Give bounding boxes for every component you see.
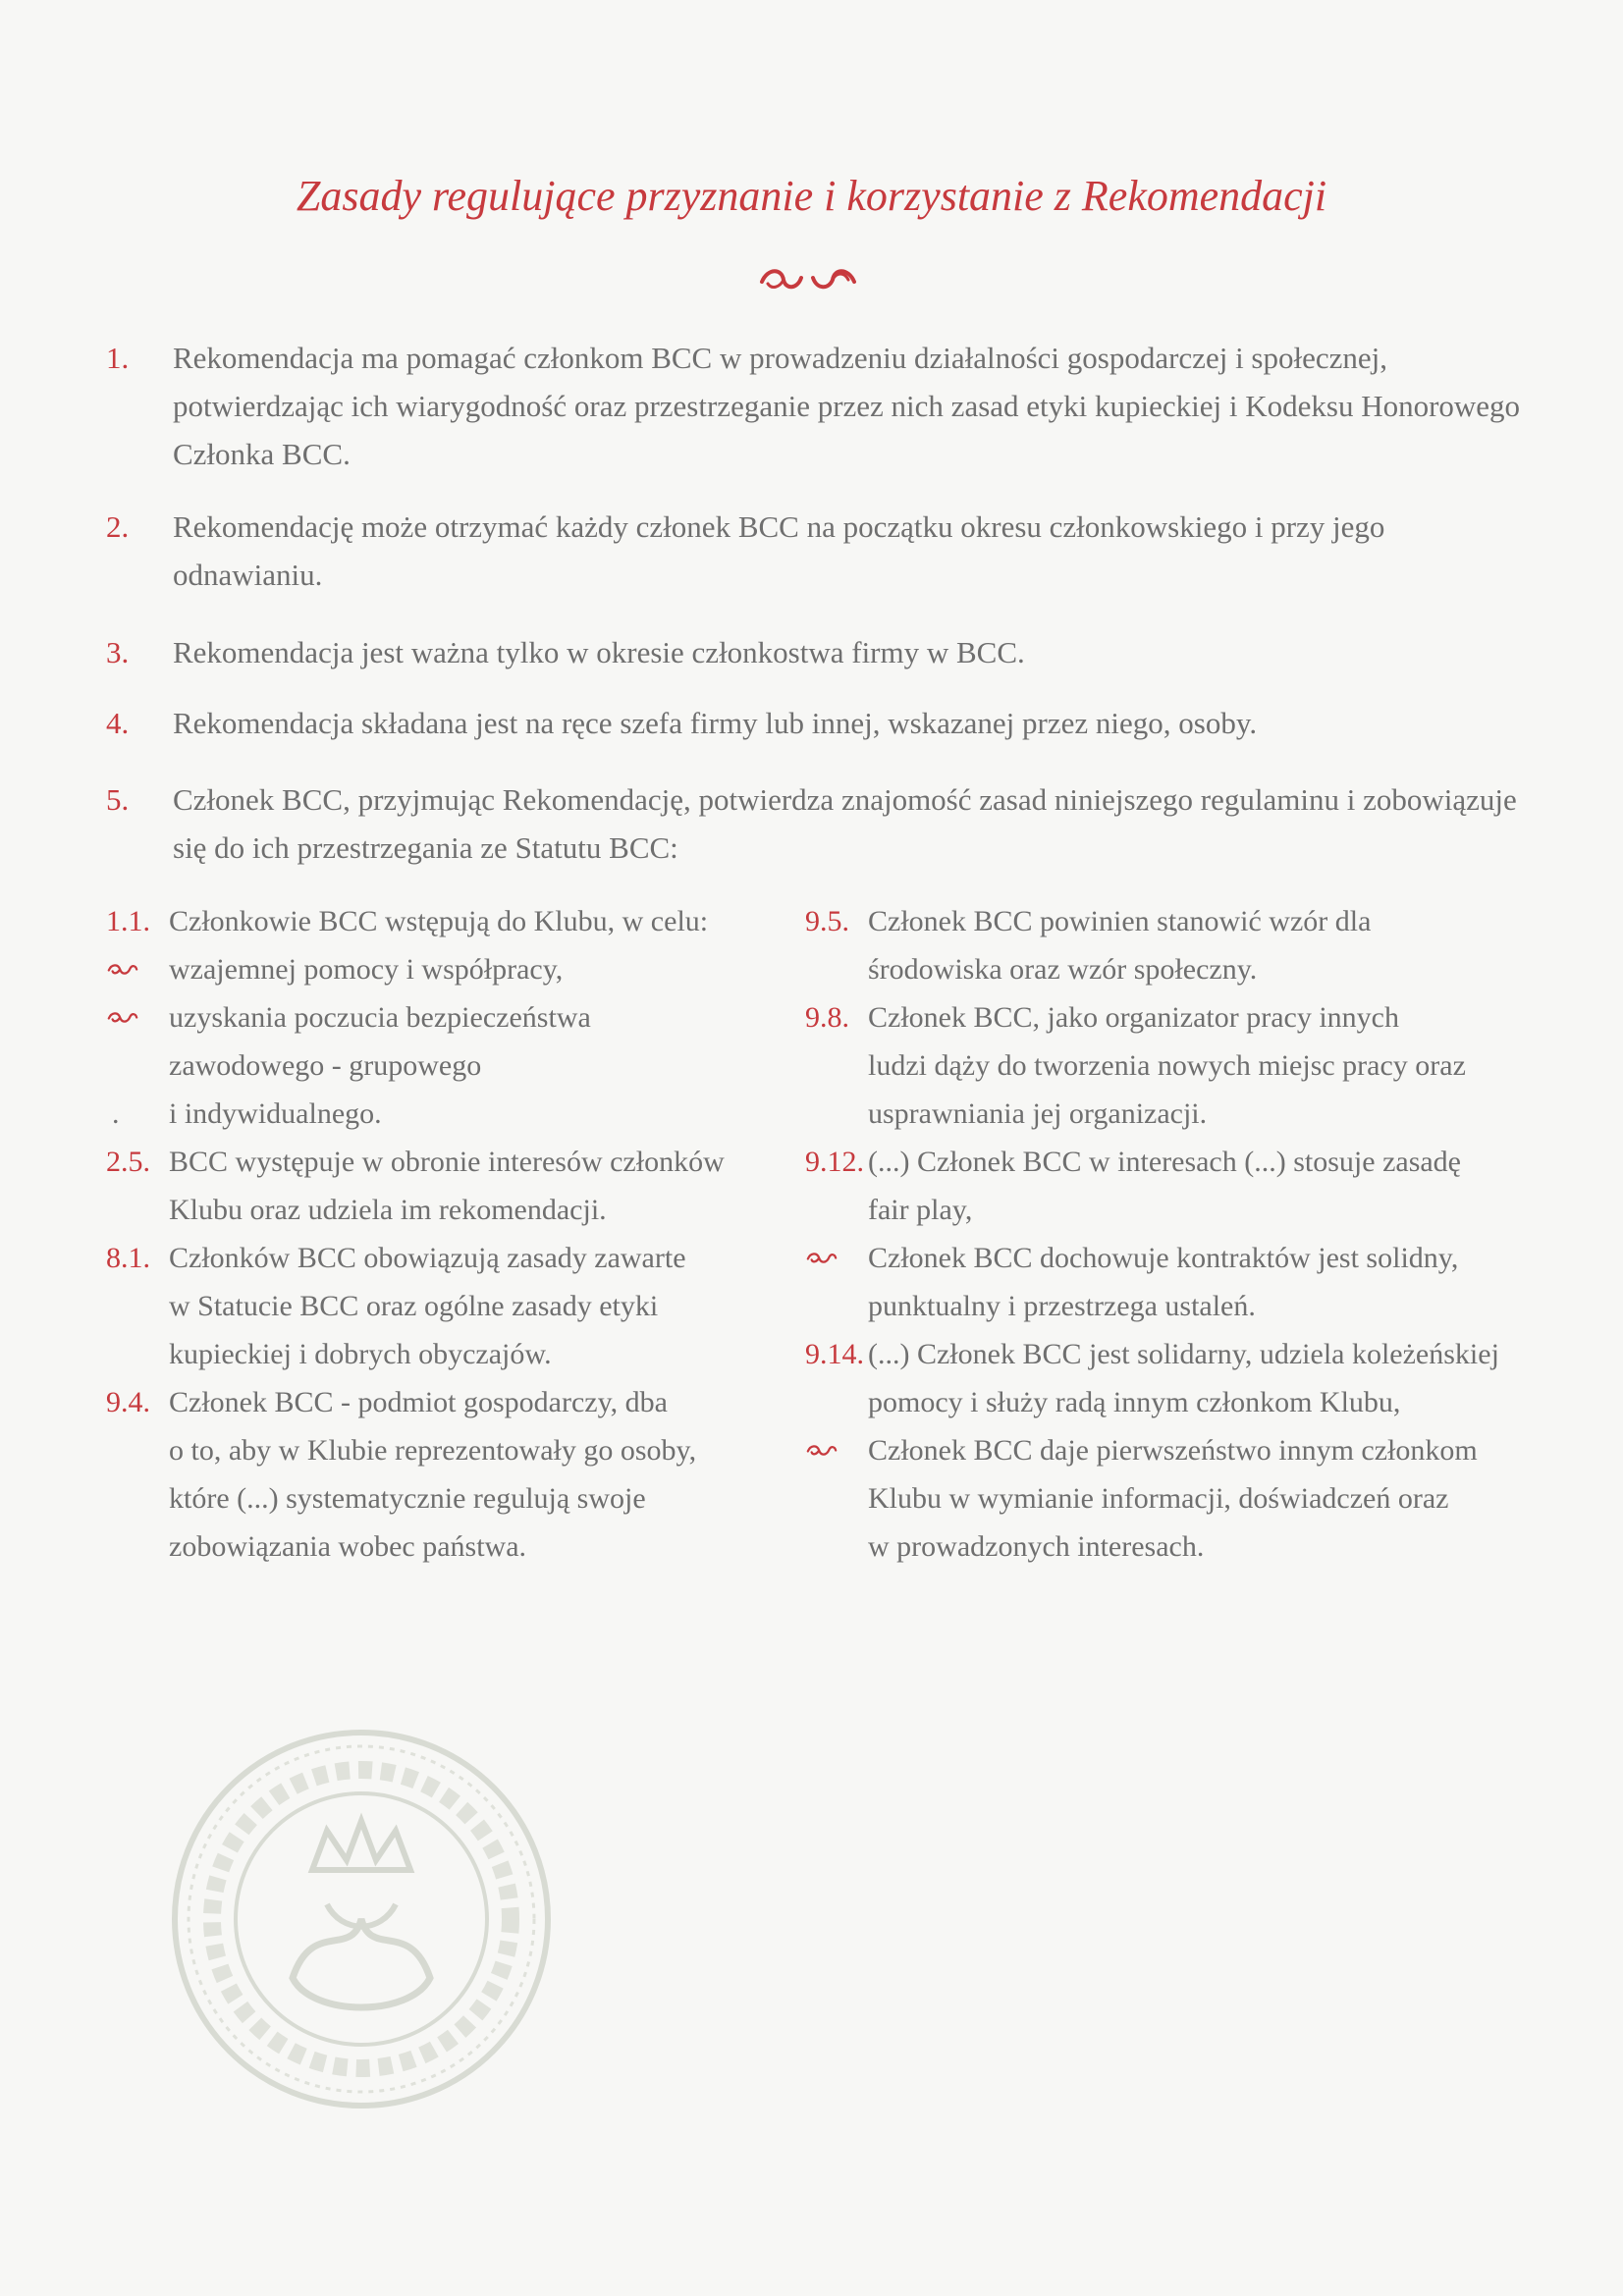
statute-item [805,1138,1542,1234]
statute-text [169,945,793,993]
statute-item [805,897,1542,993]
statute-item [805,993,1542,1138]
text-line: Członek BCC - podmiot gospodarczy, dba [169,1386,668,1418]
text-line: Członek BCC, jako organizator pracy innych [868,1001,1399,1034]
statute-item [106,1378,793,1571]
statute-right-column [805,897,1542,1571]
text-line: wzajemnej pomocy i współpracy, [169,953,564,986]
statute-text [169,1378,793,1571]
text-line: kupieckiej i dobrych obyczajów. [169,1338,552,1370]
statute-text [169,897,793,945]
statute-item [106,897,793,945]
statute-text [868,1426,1542,1571]
rule-item [106,699,1530,747]
text-line: Klubu w wymianie informacji, doświadczeń oraz [868,1482,1449,1515]
text-line: fair play, [868,1194,973,1226]
text-line: Członek BCC powinien stanowić wzór dla [868,905,1372,937]
page-title: Zasady regulujące przyznanie i korzystanie z Rekomendacji [296,172,1327,220]
rule-item [106,628,1530,676]
statute-item [805,1234,1542,1330]
text-line: (...) Członek BCC w interesach (...) stosuje zasadę [868,1146,1461,1178]
flourish-bullet-icon [805,1442,839,1459]
statute-item [106,993,793,1041]
text-line: i indywidualnego. [169,1097,382,1130]
text-line: w Statucie BCC oraz ogólne zasady etyki [169,1290,659,1322]
text-line: BCC występuje w obronie interesów członków [169,1146,725,1178]
embossed-seal-icon [165,1723,558,2115]
text-line: Członkowie BCC wstępują do Klubu, w celu: [169,905,709,937]
statute-number: 9.12. [805,1146,864,1178]
statute-item [106,945,793,993]
rule-number: 4. [106,706,130,740]
statute-left-column [106,897,793,1571]
rule-item [106,775,1530,872]
flourish-bullet-icon [805,1250,839,1266]
rule-number: 5. [106,782,130,817]
statute-item [106,1041,793,1090]
statute-text [169,1041,793,1090]
statute-number: 9.14. [805,1338,864,1370]
statute-text [169,993,793,1041]
dot-marker: . [112,1097,120,1130]
statute-number: 2.5. [106,1146,150,1178]
rule-number: 2. [106,509,130,544]
statute-number: 1.1. [106,905,150,937]
bullet-marker [106,945,169,993]
text-line: zobowiązania wobec państwa. [169,1530,527,1563]
statute-number: 9.8. [805,1001,849,1034]
text-line: Członek BCC dochowuje kontraktów jest solidny, [868,1242,1459,1274]
statute-number: 9.5. [805,905,849,937]
text-line: (...) Członek BCC jest solidarny, udziela koleżeńskiej [868,1338,1499,1370]
rule-item [106,334,1530,478]
statute-text [169,1138,793,1234]
rule-number: 3. [106,635,130,669]
text-line: pomocy i służy radą innym członkom Klubu, [868,1386,1401,1418]
bullet-marker [805,1234,868,1282]
statute-item [106,1138,793,1234]
statute-text [868,1138,1542,1234]
flourish-bullet-icon [106,961,139,978]
statute-text [868,897,1542,993]
text-line: w prowadzonych interesach. [868,1530,1205,1563]
text-line: usprawniania jej organizacji. [868,1097,1208,1130]
statute-item [106,1234,793,1378]
text-line: Członków BCC obowiązują zasady zawarte [169,1242,686,1274]
rule-text: Rekomendacja jest ważna tylko w okresie członkostwa firmy w BCC. [173,635,1025,669]
rule-text: Członek BCC, przyjmując Rekomendację, potwierdza znajomość zasad niniejszego regulaminu i zobowiązuje się do ich przestrzegania ze Statutu BCC: [173,782,1517,865]
bullet-marker [805,1426,868,1474]
flourish-ornament-icon [754,260,862,299]
statute-number: 8.1. [106,1242,150,1274]
text-line: punktualny i przestrzega ustaleń. [868,1290,1256,1322]
text-line: o to, aby w Klubie reprezentowały go osoby, [169,1434,697,1467]
rule-item [106,503,1530,599]
statute-text [868,993,1542,1138]
bullet-marker [106,993,169,1041]
text-line: środowiska oraz wzór społeczny. [868,953,1258,986]
statute-item [805,1426,1542,1571]
statute-text [169,1090,793,1138]
rule-text: Rekomendację może otrzymać każdy członek BCC na początku okresu członkowskiego i przy jego odnawianiu. [173,509,1385,592]
text-line: Klubu oraz udziela im rekomendacji. [169,1194,607,1226]
text-line: Członek BCC daje pierwszeństwo innym członkom [868,1434,1478,1467]
statute-text [169,1234,793,1378]
text-line: które (...) systematycznie regulują swoje [169,1482,646,1515]
text-line: zawodowego - grupowego [169,1049,482,1082]
rule-text: Rekomendacja składana jest na ręce szefa firmy lub innej, wskazanej przez niego, osoby. [173,706,1258,740]
text-line: ludzi dąży do tworzenia nowych miejsc pracy oraz [868,1049,1466,1082]
statute-number: 9.4. [106,1386,150,1418]
statute-text [868,1234,1542,1330]
flourish-bullet-icon [106,1009,139,1026]
spacer [106,1041,169,1090]
text-line: uzyskania poczucia bezpieczeństwa [169,1001,591,1034]
statute-item [805,1330,1542,1426]
statute-item [106,1090,793,1138]
rule-text: Rekomendacja ma pomagać członkom BCC w prowadzeniu działalności gospodarczej i społecznej, potwierdzając ich wiarygodność oraz przestrzeganie przez nich zasad etyki kupieckiej i Kodeksu Honorowego Członka BCC. [173,341,1521,471]
statute-text [868,1330,1542,1426]
rule-number: 1. [106,341,130,375]
